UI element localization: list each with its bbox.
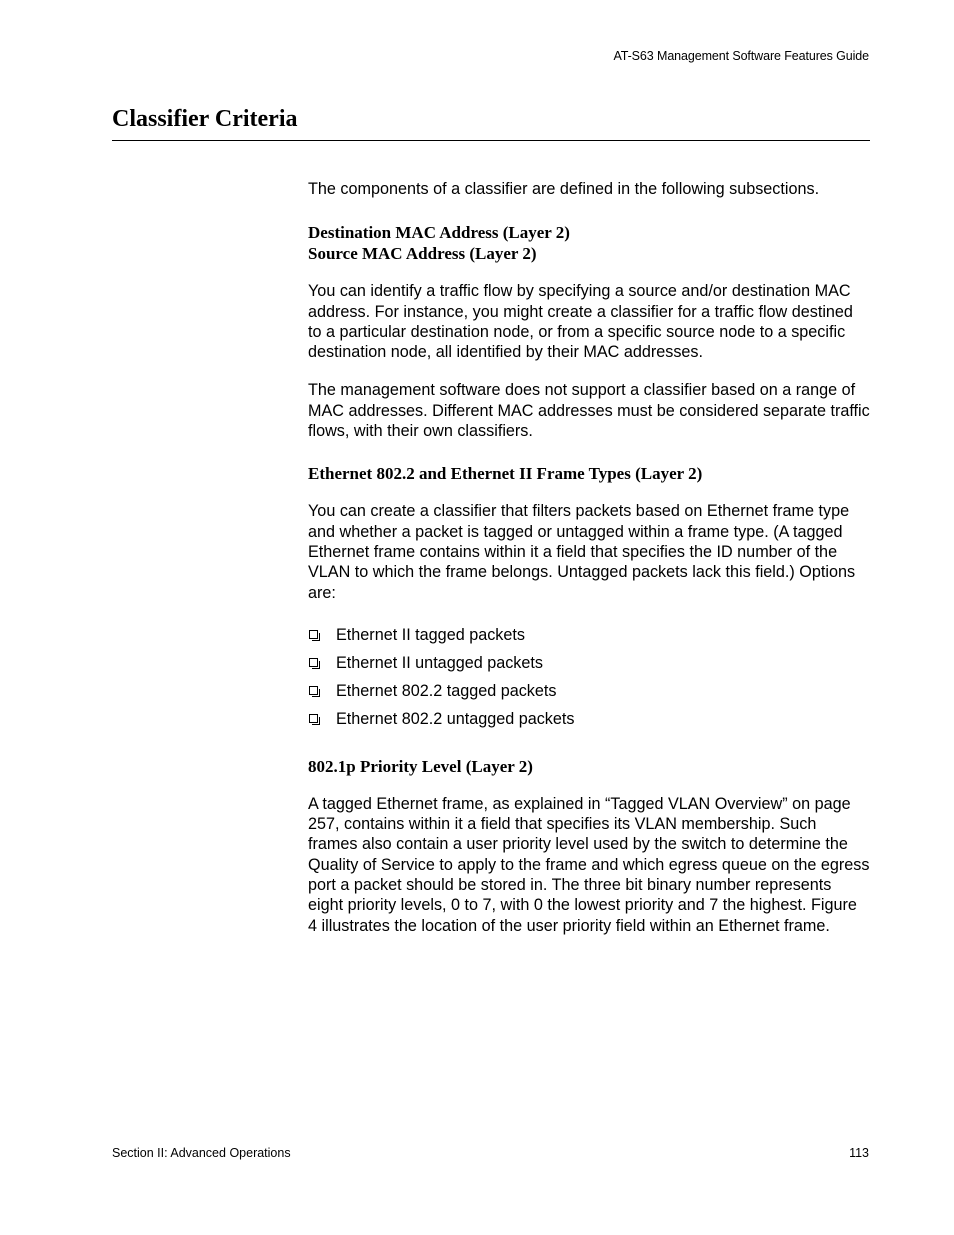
- page-title: Classifier Criteria: [112, 106, 298, 132]
- list-item: [308, 621, 870, 649]
- box-bullet-icon: [309, 714, 318, 723]
- intro-paragraph: The components of a classifier are defined in the following subsections.: [308, 180, 820, 198]
- option-label: Ethernet 802.2 tagged packets: [336, 681, 557, 700]
- running-header: AT-S63 Management Software Features Guide: [613, 49, 869, 63]
- box-bullet-icon: [309, 686, 318, 695]
- option-label: Ethernet II tagged packets: [336, 625, 525, 644]
- option-label: Ethernet 802.2 untagged packets: [336, 709, 575, 728]
- body-column: [308, 179, 870, 954]
- priority-paragraph: A tagged Ethernet frame, as explained in “Tagged VLAN Overview” on page 257, contains within it a field that specifies its VLAN membership. Such frames also contain a user priority level used by the switch to determine the Quality of Service to apply to the frame and which egress queue on the egress port a packet should be stored in. The three bit binary number represents eight priority levels, 0 to 7, with 0 the lowest priority and 7 the highest. Figure 4 illustrates the location of the user priority field within an Ethernet frame.: [308, 794, 870, 935]
- box-bullet-icon: [309, 630, 318, 639]
- mac-paragraph-2: The management software does not support a classifier based on a range of MAC addresses. Different MAC addresses must be considered separate traffic flows, with their own classifiers.: [308, 381, 870, 441]
- priority-heading-block: [308, 756, 870, 777]
- destination-mac-heading: Destination MAC Address (Layer 2): [308, 223, 570, 243]
- frame-type-options-list: [308, 621, 870, 733]
- list-item: [308, 705, 870, 733]
- mac-heading-block: [308, 222, 870, 264]
- mac-paragraph-1: You can identify a traffic flow by specifying a source and/or destination MAC address. For instance, you might create a classifier for a traffic flow destined to a particular destination node, or from a specific source node to a specific destination node, all identified by their MAC addresses.: [308, 282, 853, 362]
- list-item: [308, 649, 870, 677]
- source-mac-heading: Source MAC Address (Layer 2): [308, 244, 537, 264]
- box-bullet-icon: [309, 658, 318, 667]
- footer-section-label: Section II: Advanced Operations: [112, 1146, 291, 1160]
- frame-types-heading-block: [308, 463, 870, 484]
- frame-types-heading: Ethernet 802.2 and Ethernet II Frame Types (Layer 2): [308, 464, 703, 484]
- frame-types-paragraph: You can create a classifier that filters packets based on Ethernet frame type and whether a packet is tagged or untagged within a frame type. (A tagged Ethernet frame contains within it a field that specifies the ID number of the VLAN to which the frame belongs. Untagged packets lack this field.) Options are:: [308, 502, 856, 602]
- option-label: Ethernet II untagged packets: [336, 653, 543, 672]
- title-rule: [112, 140, 870, 141]
- list-item: [308, 677, 870, 705]
- footer-page-number: 113: [849, 1146, 869, 1160]
- priority-heading: 802.1p Priority Level (Layer 2): [308, 756, 533, 776]
